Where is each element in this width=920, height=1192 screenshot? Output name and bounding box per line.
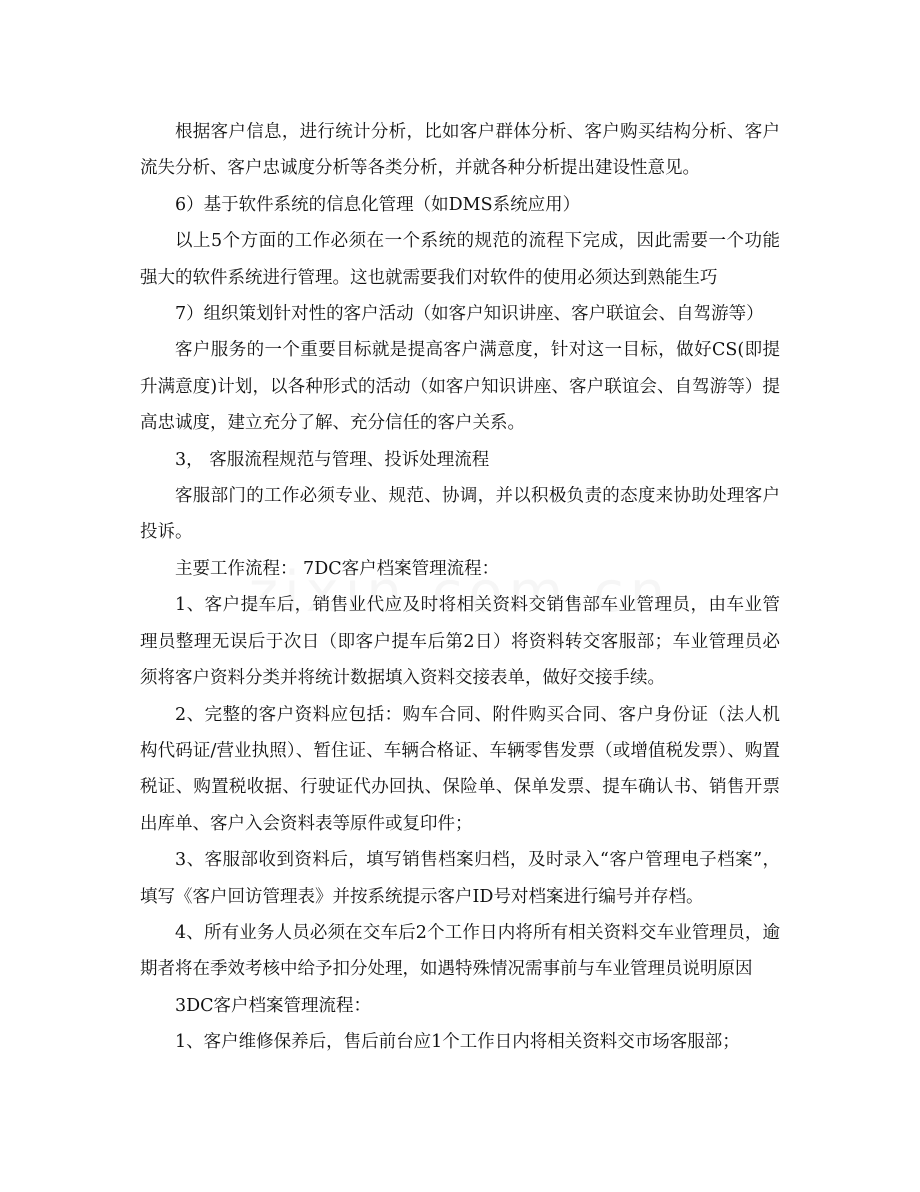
paragraph-satisfaction-goal: 客户服务的一个重要目标就是提高客户满意度，针对这一目标，做好CS(即提升满意度)计划，以各种形式的活动（如客户知识讲座、客户联谊会、自驾游等）提高忠诚度，建立充分了解、充分信任的客户关系。: [140, 340, 780, 434]
document-body: [140, 114, 780, 1061]
list-item-step-4: 4、所有业务人员必须在交车后2个工作日内将所有相关资料交车业管理员，逾期者将在季效考核中给予扣分处理，如遇特殊情况需事前与车业管理员说明原因: [140, 922, 780, 980]
list-item-3dc-step-1: 1、客户维修保养后，售后前台应1个工作日内将相关资料交市场客服部；: [175, 1032, 740, 1053]
heading-customer-activities: 7）组织策划针对性的客户活动（如客户知识讲座、客户联谊会、自驾游等）: [175, 304, 764, 325]
heading-service-process: 3， 客服流程规范与管理、投诉处理流程: [175, 449, 490, 470]
list-item-step-2: 2、完整的客户资料应包括：购车合同、附件购买合同、客户身份证（法人机构代码证/营业执照）、暂住证、车辆合格证、车辆零售发票（或增值税发票）、购置税证、购置税收据、行驶证代办回执、保险单、保单发票、提车确认书、销售开票出库单、客户入会资料表等原件或复印件；: [140, 704, 780, 834]
heading-software-management: 6）基于软件系统的信息化管理（如DMS系统应用）: [175, 194, 581, 215]
list-item-step-1: 1、客户提车后，销售业代应及时将相关资料交销售部车业管理员，由车业管理员整理无误后于次日（即客户提车后第2日）将资料转交客服部；车业管理员必须将客户资料分类并将统计数据填入资料交接表单，做好交接手续。: [140, 595, 780, 689]
heading-3dc-workflow: 3DC客户档案管理流程：: [175, 995, 372, 1016]
paragraph-service-department: 客服部门的工作必须专业、规范、协调，并以积极负责的态度来协助处理客户投诉。: [140, 486, 780, 543]
heading-main-workflow: 主要工作流程： 7DC客户档案管理流程：: [175, 558, 500, 579]
list-item-step-3: 3、客服部收到资料后，填写销售档案归档，及时录入“客户管理电子档案”，填写《客户回访管理表》并按系统提示客户ID号对档案进行编号并存档。: [140, 850, 780, 907]
paragraph-software-system: 以上5个方面的工作必须在一个系统的规范的流程下完成，因此需要一个功能强大的软件系统进行管理。这也就需要我们对软件的使用必须达到熟能生巧: [140, 231, 780, 288]
paragraph-analysis: 根据客户信息，进行统计分析，比如客户群体分析、客户购买结构分析、客户流失分析、客户忠诚度分析等各类分析，并就各种分析提出建设性意见。: [140, 122, 780, 179]
